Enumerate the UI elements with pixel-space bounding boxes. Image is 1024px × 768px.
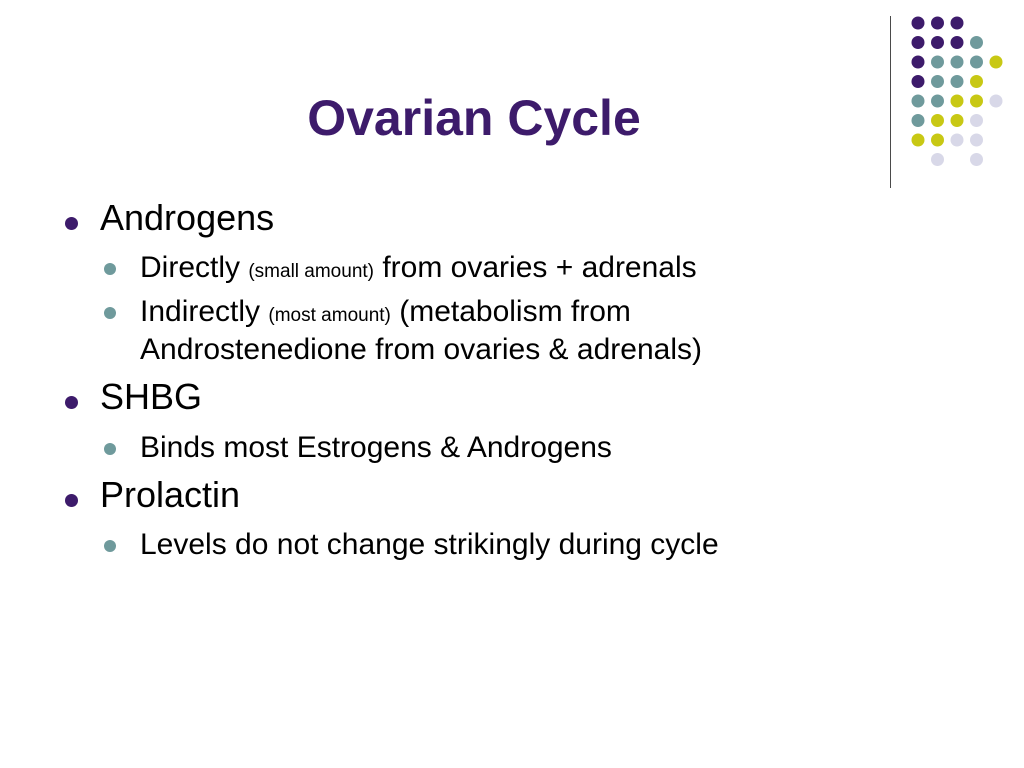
decorative-dot-yellow [990, 56, 1003, 69]
sub-bullet-text: Indirectly [140, 295, 269, 329]
sub-bullet-text: Directly [140, 251, 249, 285]
decorative-dot-teal [951, 56, 964, 69]
decorative-dot-yellow [970, 95, 983, 108]
decorative-dot-purple [951, 36, 964, 49]
decorative-dot-teal [951, 75, 964, 88]
bullet-text: Androgens [100, 197, 275, 238]
decorative-dot-teal [931, 75, 944, 88]
bullet-shbg [62, 375, 962, 418]
decorative-dot-teal [970, 56, 983, 69]
sub-bullet-note: (small amount) [248, 261, 374, 283]
sub-bullet-indirectly [62, 293, 962, 369]
level1-bullet-dot [65, 217, 78, 230]
decorative-dot-lavender [931, 153, 944, 166]
decorative-dot-purple [912, 36, 925, 49]
sub-bullet-directly [62, 249, 962, 287]
decorative-dot-yellow [970, 75, 983, 88]
bullet-text: SHBG [100, 376, 203, 418]
decorative-dot-purple [951, 17, 964, 30]
level2-bullet-dot [104, 263, 116, 275]
sub-bullet-text-continued: Androstenedione from ovaries & adrenals) [140, 333, 702, 367]
level2-bullet-dot [104, 443, 116, 455]
decorative-dot-lavender [970, 134, 983, 147]
bullet-prolactin [62, 473, 962, 516]
slide-title: Ovarian Cycle [307, 90, 641, 146]
decorative-dot-lavender [970, 114, 983, 127]
bullet-text: Prolactin [100, 473, 241, 515]
decorative-dot-lavender [990, 95, 1003, 108]
decorative-dot-purple [912, 56, 925, 69]
decorative-dot-teal [970, 36, 983, 49]
decorative-dot-purple [912, 17, 925, 30]
decorative-dot-yellow [951, 114, 964, 127]
sub-bullet-binds [62, 429, 962, 467]
sub-bullet-text-tail: from ovaries + adrenals [374, 251, 697, 285]
decorative-dot-purple [931, 36, 944, 49]
decorative-dot-yellow [951, 95, 964, 108]
level1-bullet-dot [65, 396, 78, 409]
decorative-dot-purple [931, 17, 944, 30]
sub-bullet-levels [62, 526, 962, 564]
decorative-dot-lavender [970, 153, 983, 166]
sub-bullet-text: Binds most Estrogens & Androgens [140, 430, 612, 464]
sub-bullet-note: (most amount) [268, 305, 391, 327]
bullet-list [62, 196, 962, 564]
decorative-dot-teal [931, 56, 944, 69]
decorative-dot-lavender [951, 134, 964, 147]
bullet-androgens [62, 196, 962, 239]
sub-bullet-text-tail: (metabolism from [390, 295, 631, 329]
level2-bullet-dot [104, 540, 116, 552]
sub-bullet-text: Levels do not change strikingly during cycle [140, 527, 719, 561]
decorative-dot-purple [912, 75, 925, 88]
level2-bullet-dot [104, 307, 116, 319]
level1-bullet-dot [65, 494, 78, 507]
